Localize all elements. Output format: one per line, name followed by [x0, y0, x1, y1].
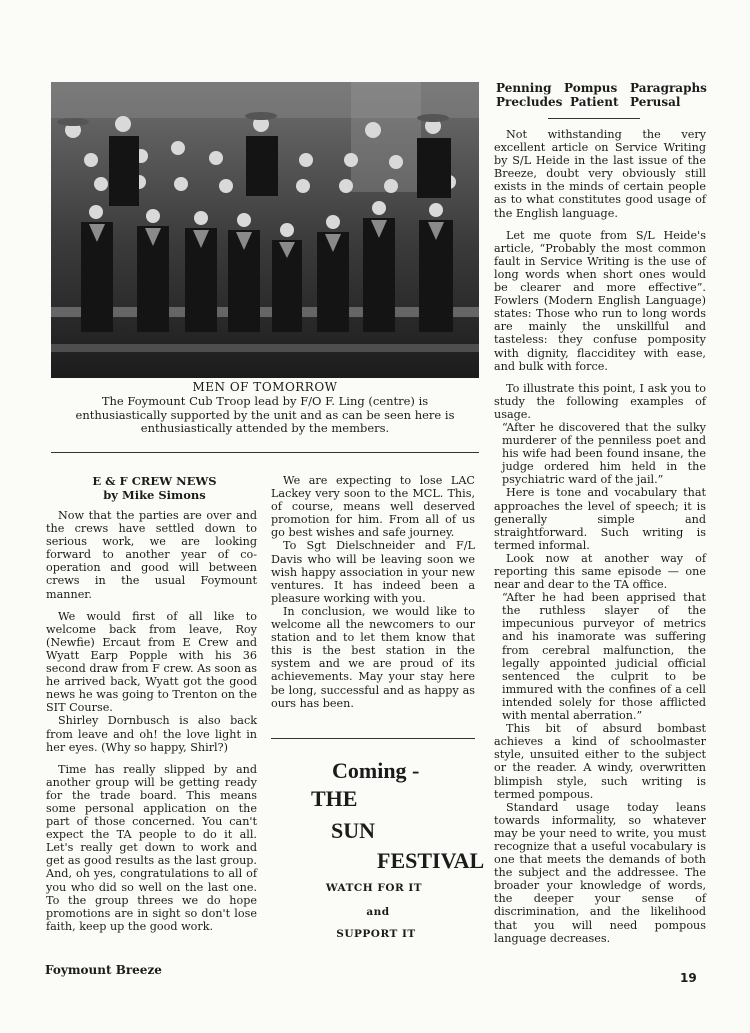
crew-news-paragraph: Shirley Dornbusch is also back from leave and oh! the love light in her eyes. (Why so happy, Shirl?) — [46, 714, 257, 754]
article-paragraph: To illustrate this point, I ask you to study the following examples of usage. — [494, 381, 706, 421]
crew-news-paragraph: We are expecting to lose LAC Lackey very soon to the MCL. This, of course, means well deserved promotion for him. From all of us go best wishes and safe journey. — [271, 474, 475, 540]
section-divider — [51, 452, 479, 453]
headline-word: Paragraphs — [630, 81, 707, 95]
troop-photo-illustration — [51, 82, 479, 378]
ad-the: THE — [311, 786, 358, 811]
ad-festival: FESTIVAL — [377, 848, 485, 873]
publication-name: Foymount Breeze — [45, 963, 162, 977]
crew-news-paragraph: Now that the parties are over and the crews have settled down to serious work, we are looking forward to another year of co-operation and good will between crews in the usual Foymount manner. — [46, 509, 257, 601]
article-quote: “After he had been apprised that the ruthless slayer of the impecunious purveyor of metrics and his inamorate was suffering from cerebral malfunction, the legally appointed judicial official sentenced the culprit to be immured with the confines of a cell intended solely for those afflicted with mental aberration.” — [502, 591, 706, 723]
photo-caption-title: MEN OF TOMORROW — [192, 380, 338, 394]
headline-underline — [548, 118, 640, 119]
crew-news-title: E & F CREW NEWS — [92, 474, 217, 488]
crew-news-column-2 — [271, 474, 475, 710]
article-paragraph: This bit of absurd bombast achieves a kind of schoolmaster style, unsuited either to the subject or the reader. A windy, overwritten blimpish style, such writing is termed pompous. — [494, 722, 706, 801]
headline-word: Patient — [570, 95, 619, 109]
ad-watch: WATCH FOR IT — [325, 882, 423, 894]
crew-news-paragraph: Time has really slipped by and another group will be getting ready for the trade board. This means some personal application on the part of those concerned. You can't expect the TA people to do it all. Let's really get down to work and get as good results as the last group. And, oh yes, congratulations to all of you who did so well on the last one. To the group threes we do hope promotions are in sight so don't lose faith, keep up the good work. — [46, 762, 257, 933]
headline-word: Pompus — [564, 81, 618, 95]
crew-news-column-1 — [46, 509, 257, 933]
crew-news-byline: by Mike Simons — [103, 488, 206, 502]
photo-caption-text: The Foymount Cub Troop lead by F/O F. Ling (centre) is enthusiastically supported by the unit and as can be seen here is enthusiastically attended by the members. — [75, 394, 455, 435]
article-body — [494, 128, 706, 945]
article-paragraph: Let me quote from S/L Heide's article, “Probably the most common fault in Service Writing is the use of long words when short ones would be clearer and more effective”. Fowlers (Modern English Language) states: Those who run to long words are mainly the unskillful and tasteless: they confuse pomposity with dignity, flacciditey with ease, and bulk with force. — [494, 228, 706, 373]
headline-word: Perusal — [630, 95, 681, 109]
headline-word: Penning — [496, 81, 552, 95]
page-number: 19 — [680, 971, 697, 985]
ad-support: SUPPORT IT — [336, 928, 416, 940]
ad-divider — [271, 738, 475, 739]
troop-photo — [51, 82, 479, 378]
crew-news-paragraph: We would first of all like to welcome back from leave, Roy (Newfie) Ercaut from E Crew and Wyatt Earp Popple with his 36 second draw from F crew. As soon as he arrived back, Wyatt got the good news he was going to Trenton on the SIT Course. — [46, 609, 257, 715]
ad-and: and — [366, 906, 390, 918]
crew-news-paragraph: To Sgt Dielschneider and F/L Davis who will be leaving soon we wish happy association in your new ventures. It has indeed been a pleasure working with you. — [271, 539, 475, 605]
article-paragraph: Look now at another way of reporting this same episode — one near and dear to the TA office. — [494, 551, 706, 592]
ad-coming: Coming - — [332, 758, 420, 783]
article-paragraph: Not withstanding the very excellent article on Service Writing by S/L Heide in the last issue of the Breeze, doubt very obviously still exists in the minds of certain people as to what constitutes good usage of the English language. — [494, 128, 706, 220]
article-paragraph: Here is tone and vocabulary that approaches the level of speech; it is generally simple and straightforward. Such writing is termed informal. — [494, 486, 706, 552]
headline-word: Precludes — [496, 95, 563, 109]
article-paragraph: Standard usage today leans towards informality, so whatever may be your need to write, you must recognize that a useful vocabulary is one that meets the demands of both the subject and the addressee. The broader your knowledge of words, the deeper your sense of discrimination, and the likelihood that you will need pompous language decreases. — [494, 800, 706, 945]
article-quote: “After he discovered that the sulky murderer of the penniless poet and his wife had been found insane, the judge ordered him held in the psychiatric ward of the jail.” — [502, 420, 706, 487]
crew-news-paragraph: In conclusion, we would like to welcome all the newcomers to our station and to let them know that this is the best station in the system and we are proud of its achievements. May your stay here be long, successful and as happy as ours has been. — [271, 604, 475, 710]
ad-sun: SUN — [331, 818, 376, 843]
